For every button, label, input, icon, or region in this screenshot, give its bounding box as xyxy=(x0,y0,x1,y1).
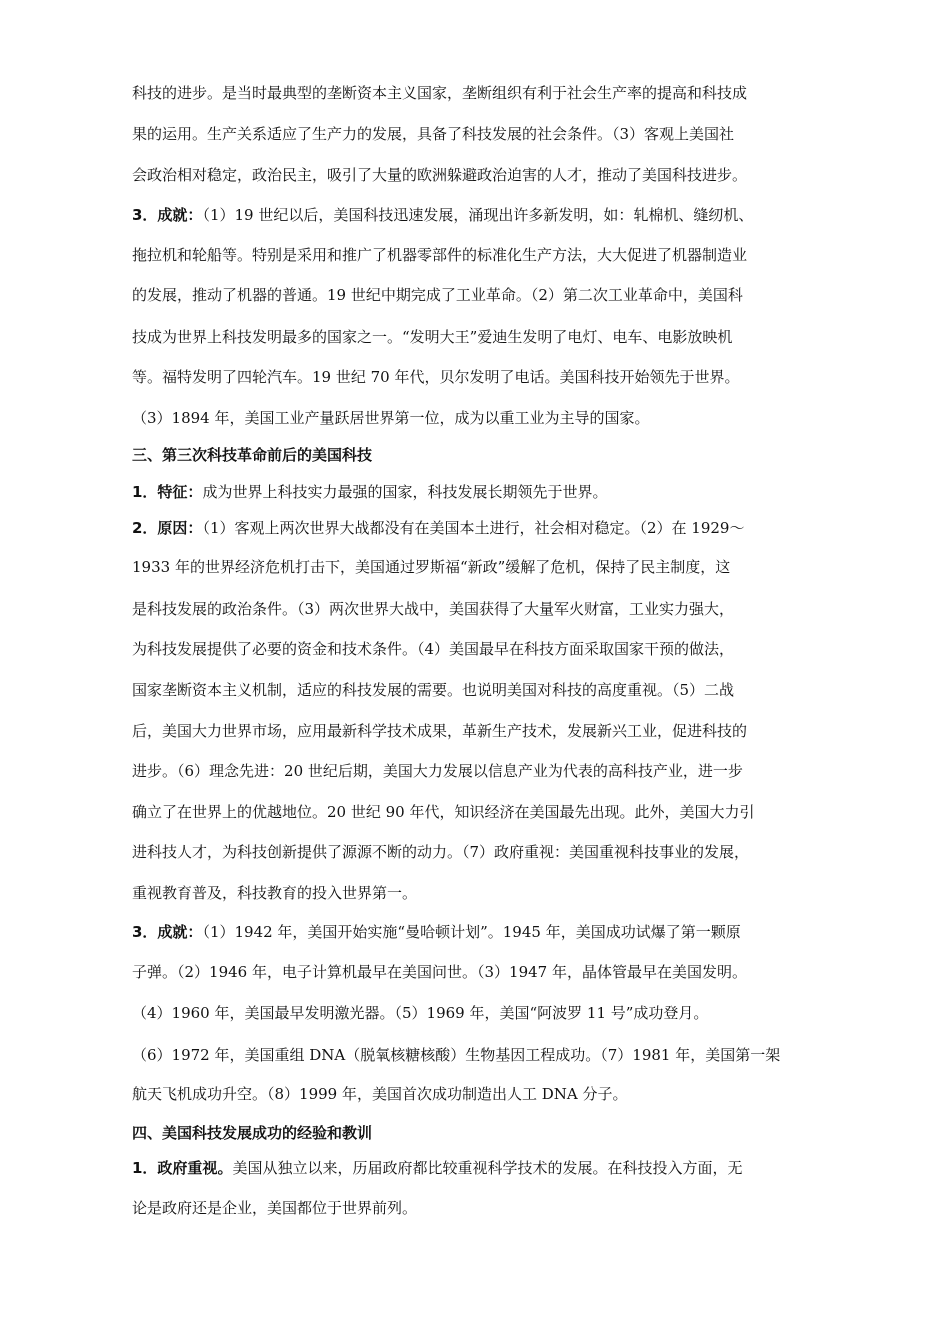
text-line: 会政治相对稳定，政治民主，吸引了大量的欧洲躲避政治迫害的人才，推动了美国科技进步。 xyxy=(132,166,748,184)
text-line: 进步。（6）理念先进：20 世纪后期，美国大力发展以信息产业为代表的高科技产业，进一步 xyxy=(132,762,743,780)
text-line: （4）1960 年，美国最早发明激光器。（5）1969 年，美国“阿波罗 11 号”成功登月。 xyxy=(132,1004,709,1022)
text-line: 子弹。（2）1946 年，电子计算机最早在美国问世。（3）1947 年，晶体管最早在美国发明。 xyxy=(132,963,747,981)
text-line: 1933 年的世界经济危机打击下，美国通过罗斯福“新政”缓解了危机，保持了民主制度，这 xyxy=(132,558,731,576)
text-line: 技成为世界上科技发明最多的国家之一。“发明大王”爱迪生发明了电灯、电车、电影放映机 xyxy=(132,328,733,346)
text-line: 果的运用。生产关系适应了生产力的发展，具备了科技发展的社会条件。（3）客观上美国社 xyxy=(132,125,735,143)
text-line: 航天飞机成功升空。（8）1999 年，美国首次成功制造出人工 DNA 分子。 xyxy=(132,1085,628,1103)
text-line: 后，美国大力世界市场，应用最新科学技术成果，革新生产技术，发展新兴工业，促进科技的 xyxy=(132,722,748,740)
text-line: 进科技人才，为科技创新提供了源源不断的动力。（7）政府重视：美国重视科技事业的发展， xyxy=(132,843,750,861)
text-line: 确立了在世界上的优越地位。20 世纪 90 年代，知识经济在美国最先出现。此外，美国大力引 xyxy=(132,803,755,821)
text-line: 国家垄断资本主义机制，适应的科技发展的需要。也说明美国对科技的高度重视。（5）二战 xyxy=(132,681,735,699)
item-label: 1．政府重视。 xyxy=(132,1159,233,1177)
text-line: （6）1972 年，美国重组 DNA（脱氧核糖核酸）生物基因工程成功。（7）1981 年，美国第一架 xyxy=(132,1046,781,1064)
text-line: 2．原因：（1）客观上两次世界大战都没有在美国本土进行，社会相对稳定。（2）在 1929～ xyxy=(132,519,745,537)
text-line: 3．成就：（1）1942 年，美国开始实施“曼哈顿计划”。1945 年，美国成功试爆了第一颗原 xyxy=(132,923,741,941)
item-label: 3．成就： xyxy=(132,206,203,224)
text-line: 等。福特发明了四轮汽车。19 世纪 70 年代，贝尔发明了电话。美国科技开始领先于世界。 xyxy=(132,368,740,386)
item-label: 1．特征： xyxy=(132,483,203,501)
text-line: 的发展，推动了机器的普通。19 世纪中期完成了工业革命。（2）第二次工业革命中，美国科 xyxy=(132,286,743,304)
text-line: 3．成就：（1）19 世纪以后，美国科技迅速发展，涌现出许多新发明，如：轧棉机、缝纫机、 xyxy=(132,206,754,224)
text-line: 重视教育普及，科技教育的投入世界第一。 xyxy=(132,884,418,902)
item-label: 2．原因： xyxy=(132,519,203,537)
text-line: 科技的进步。是当时最典型的垄断资本主义国家，垄断组织有利于社会生产率的提高和科技成 xyxy=(132,84,748,102)
text-line: 1．特征：成为世界上科技实力最强的国家，科技发展长期领先于世界。 xyxy=(132,483,608,501)
item-label: 3．成就： xyxy=(132,923,203,941)
text-line: 为科技发展提供了必要的资金和技术条件。（4）美国最早在科技方面采取国家干预的做法， xyxy=(132,640,735,658)
text-line: 是科技发展的政治条件。（3）两次世界大战中，美国获得了大量军火财富，工业实力强大， xyxy=(132,600,735,618)
text-line: 拖拉机和轮船等。特别是采用和推广了机器零部件的标准化生产方法，大大促进了机器制造业 xyxy=(132,246,748,264)
text-line: （3）1894 年，美国工业产量跃居世界第一位，成为以重工业为主导的国家。 xyxy=(132,409,650,427)
section-heading: 四、美国科技发展成功的经验和教训 xyxy=(132,1124,373,1142)
section-heading: 三、第三次科技革命前后的美国科技 xyxy=(132,446,373,464)
text-line: 论是政府还是企业，美国都位于世界前列。 xyxy=(132,1199,418,1217)
text-line: 1．政府重视。美国从独立以来，历届政府都比较重视科学技术的发展。在科技投入方面，无 xyxy=(132,1159,743,1177)
